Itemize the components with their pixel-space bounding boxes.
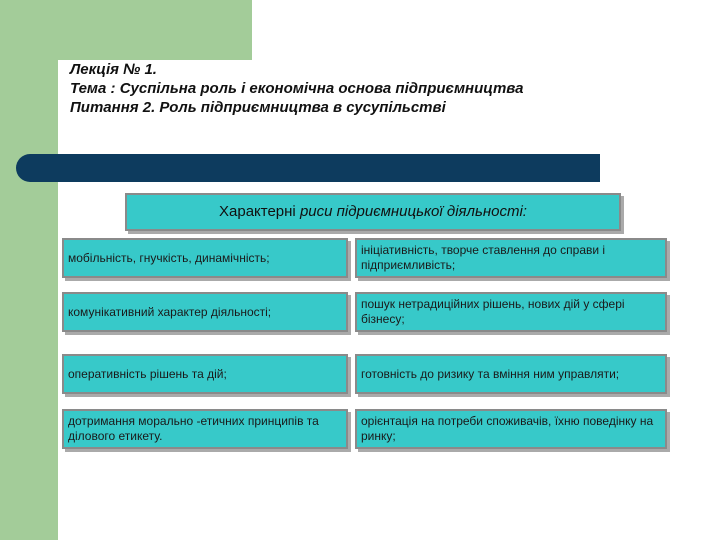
trait-box [62,292,348,332]
trait-box [355,238,667,278]
trait-text: ініціативність, творче ставлення до справи і підприємливість; [361,243,606,272]
trait-box [355,354,667,394]
trait-text: мобільність, гнучкість, динамічність; [68,250,270,265]
trait-text: оперативність рішень та дій; [68,366,227,381]
traits-title-box [125,193,621,231]
lecture-heading [70,60,524,117]
trait-text: пошук нетрадиційних рішень, нових дій у сфері бізнесу; [361,297,625,326]
trait-text: готовність до ризику та вміння ним управляти; [361,366,620,381]
decorative-dark-bar [16,154,600,182]
trait-text: дотримання морально -етичних принципів та ділового етикету. [68,414,319,443]
trait-box [62,238,348,278]
trait-text: комунікативний характер діяльності; [68,304,272,319]
trait-box [62,409,348,449]
lecture-question: Питання 2. Роль підприємництва в сусупільстві [70,99,446,116]
trait-box [355,292,667,332]
traits-title-prefix: Характерні [219,203,300,220]
trait-text: орієнтація на потреби споживачів, їхню поведінку на ринку; [361,414,654,443]
lecture-topic: Тема : Суспільна роль і економічна основа підприємництва [70,80,524,97]
decorative-green-strip-left [0,0,58,540]
trait-box [355,409,667,449]
trait-box [62,354,348,394]
traits-title-italic: риси підриємницької діяльності: [299,203,527,220]
lecture-number: Лекція № 1. [70,61,157,78]
